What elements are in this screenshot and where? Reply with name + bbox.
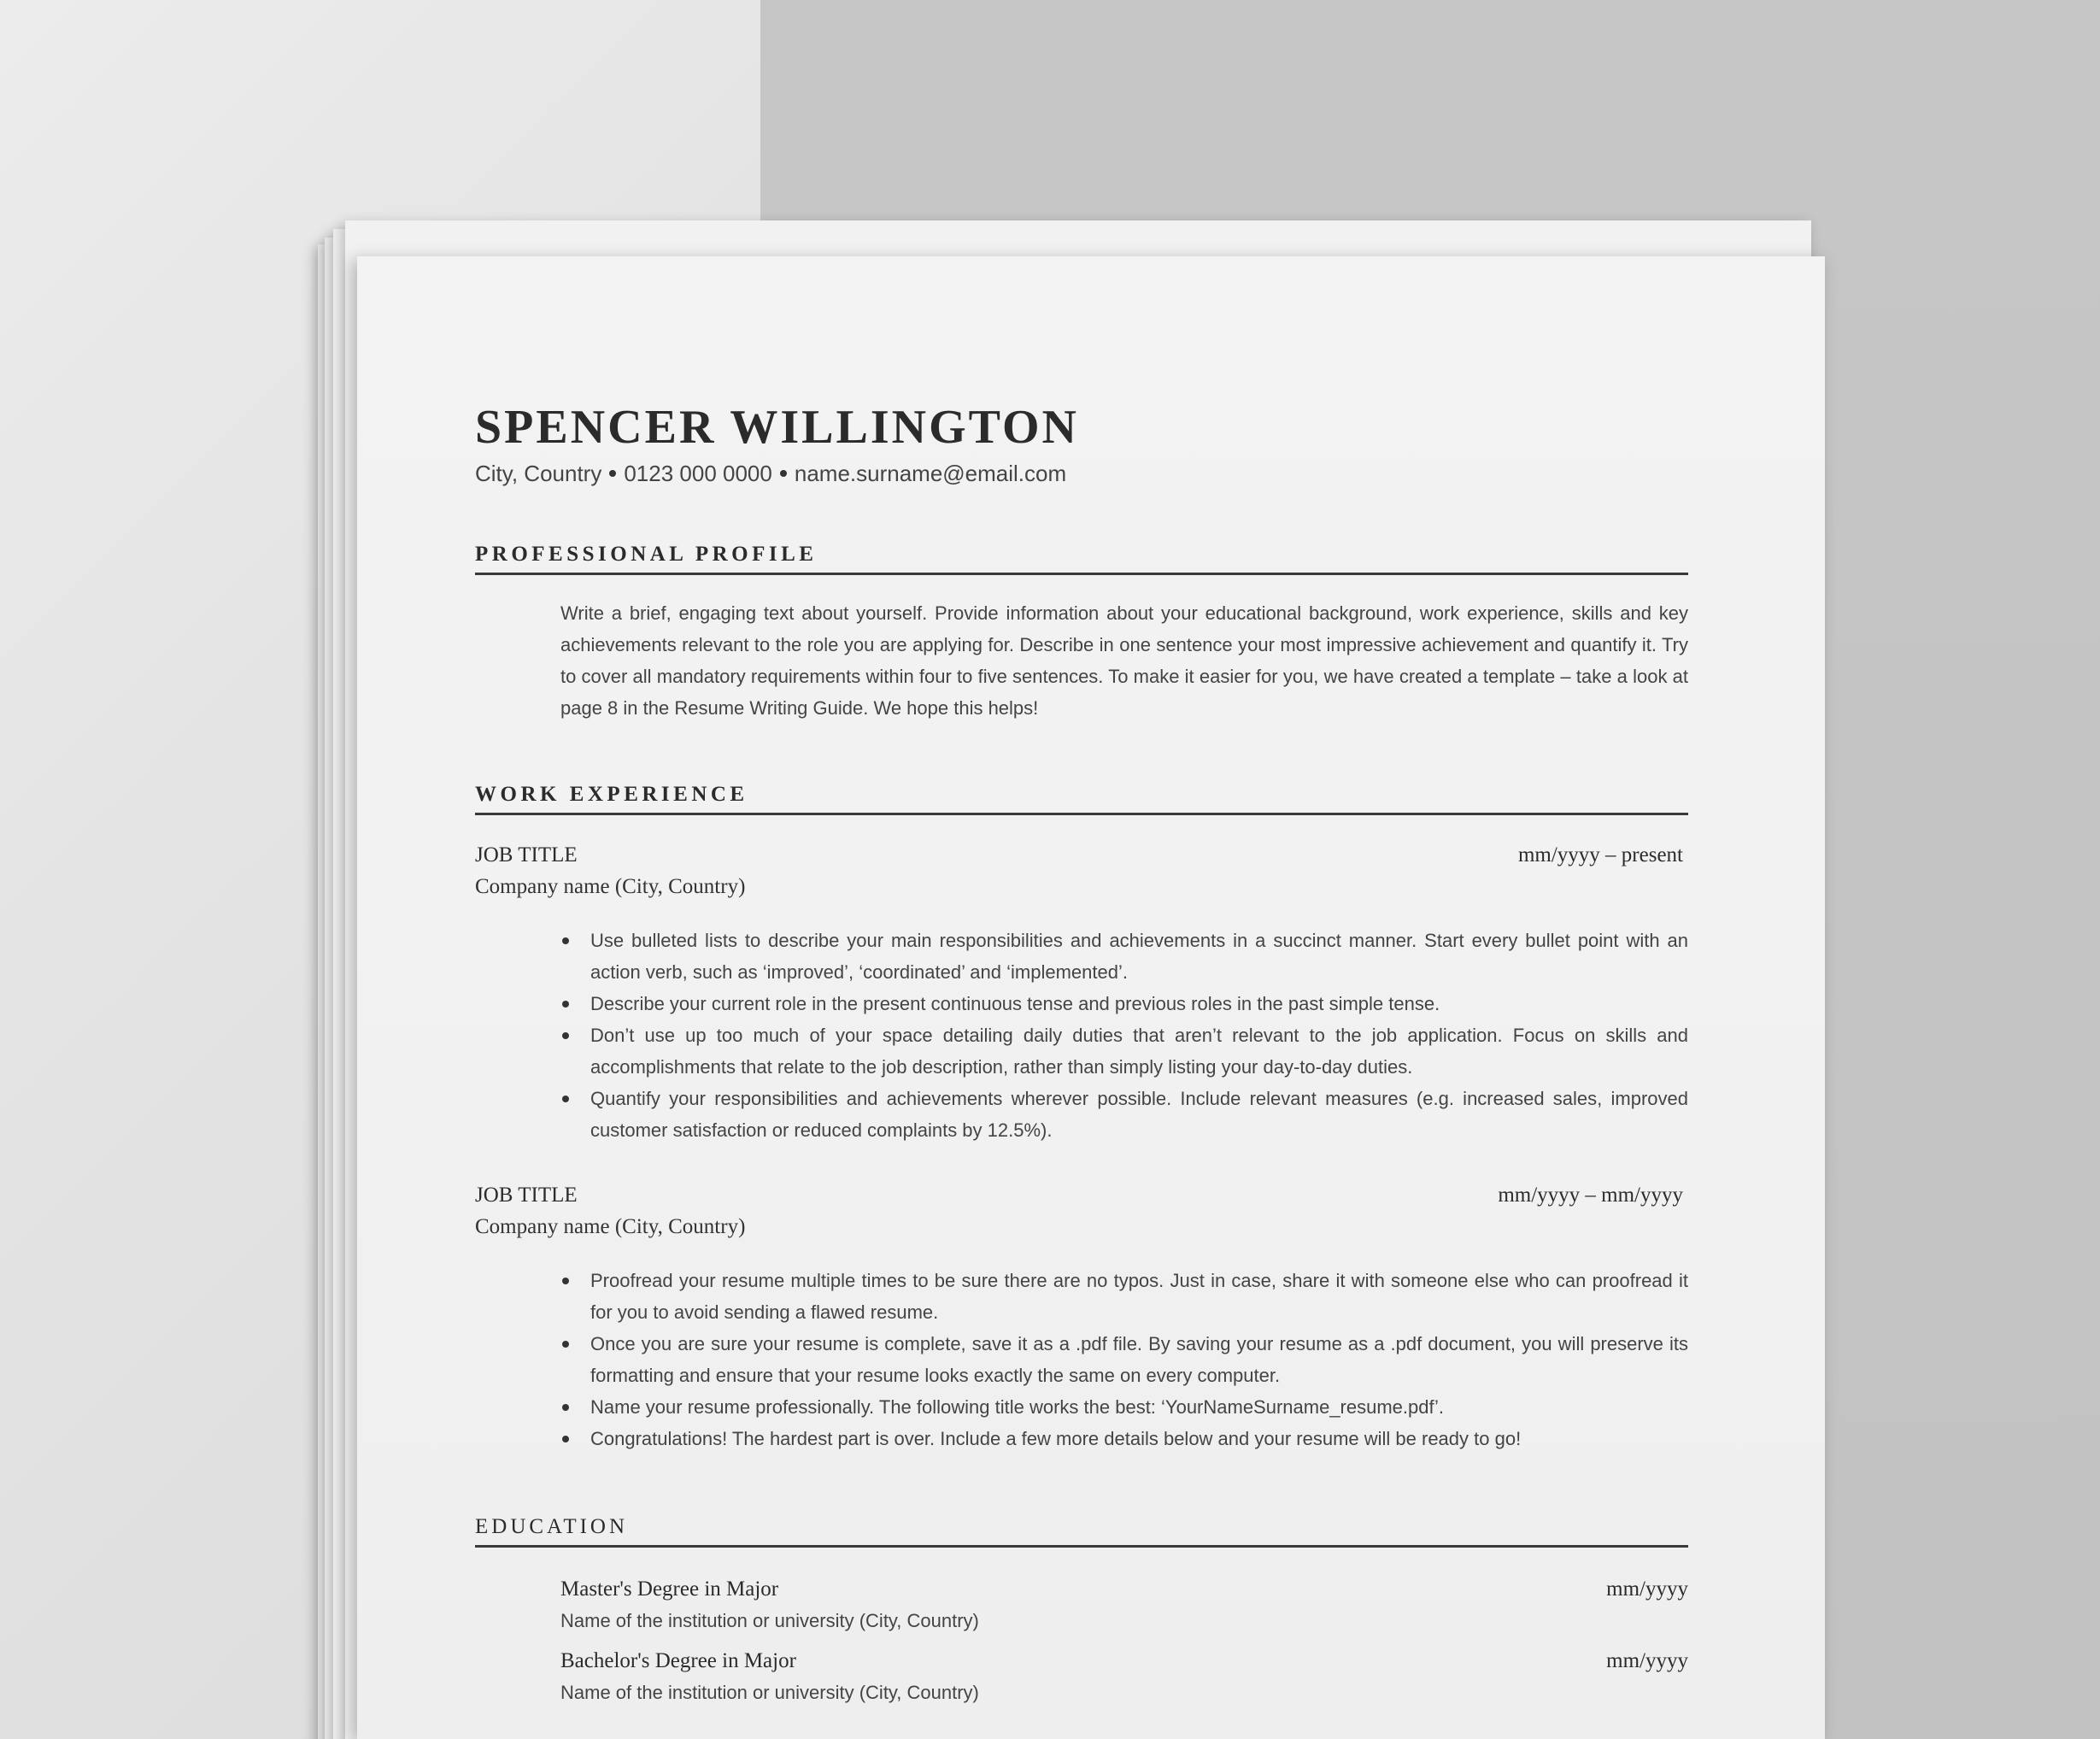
section-title-education: EDUCATION [475, 1514, 1688, 1548]
job-title: JOB TITLE [475, 1184, 578, 1207]
job-company: Company name (City, Country) [475, 1215, 746, 1238]
profile-section [475, 542, 1688, 724]
bullet-item: Proofread your resume multiple times to be sure there are no typos. Just in case, share it with someone else who can proofread it for you to avoid sending a flawed resume. [560, 1265, 1688, 1328]
education-date: mm/yyyy [1606, 1577, 1688, 1601]
bullet-item: Name your resume professionally. The following title works the best: ‘YourNameSurname_resume.pdf’. [560, 1391, 1688, 1423]
contact-location: City, Country [475, 461, 602, 486]
job-bullets [560, 925, 1688, 1146]
job-header [475, 839, 1688, 871]
job-dates: mm/yyyy – present [1517, 843, 1683, 867]
job-title: JOB TITLE [475, 843, 578, 867]
education-date: mm/yyyy [1606, 1649, 1688, 1672]
section-title-experience: WORK EXPERIENCE [475, 782, 1688, 815]
job-company: Company name (City, Country) [475, 875, 746, 898]
job-bullets [560, 1265, 1688, 1454]
education-entry [560, 1645, 1688, 1708]
bullet-item: Describe your current role in the present continuous tense and previous roles in the past simple tense. [560, 988, 1688, 1019]
bullet-item: Quantify your responsibilities and achievements wherever possible. Include relevant measures (e.g. increased sales, improved customer satisfaction or reduced complaints by 12.5%). [560, 1083, 1688, 1146]
job-header [475, 1179, 1688, 1211]
contact-phone: 0123 000 0000 [624, 461, 772, 486]
bullet-item: Don’t use up too much of your space detailing daily duties that aren’t relevant to the job application. Focus on skills and accomplishments that relate to the job description, rather than simply listing your day-to-day duties. [560, 1019, 1688, 1083]
job-entry [475, 1179, 1688, 1454]
education-degree: Bachelor's Degree in Major [560, 1649, 796, 1672]
candidate-name: SPENCER WILLINGTON [475, 401, 1079, 454]
separator-dot-icon [780, 470, 787, 477]
section-title-profile: PROFESSIONAL PROFILE [475, 542, 1688, 575]
separator-dot-icon [609, 470, 616, 477]
bullet-item: Congratulations! The hardest part is over. Include a few more details below and your resume will be ready to go! [560, 1423, 1688, 1454]
education-degree: Master's Degree in Major [560, 1577, 779, 1601]
education-institution: Name of the institution or university (City, Country) [560, 1610, 979, 1631]
experience-section [475, 782, 1688, 1454]
bullet-item: Use bulleted lists to describe your main responsibilities and achievements in a succinct manner. Start every bullet point with an action verb, such as ‘improved’, ‘coordinated’ and ‘implemented’. [560, 925, 1688, 988]
resume-content [475, 402, 1688, 1708]
profile-text: Write a brief, engaging text about yourself. Provide information about your educational background, work experience, skills and key achievements relevant to the role you are applying for. Describe in one sentence your most impressive achievement and quantify it. Try to cover all mandatory requirements within four to five sentences. To make it easier for you, we have created a template – take a look at page 8 in the Resume Writing Guide. We hope this helps! [560, 602, 1688, 719]
education-section [475, 1514, 1688, 1708]
bullet-item: Once you are sure your resume is complete, save it as a .pdf file. By saving your resume as a .pdf document, you will preserve its formatting and ensure that your resume looks exactly the same on every computer. [560, 1328, 1688, 1391]
contact-line [475, 460, 1688, 487]
contact-email: name.surname@email.com [794, 461, 1067, 486]
education-institution: Name of the institution or university (City, Country) [560, 1682, 979, 1703]
education-entry [560, 1573, 1688, 1636]
job-dates: mm/yyyy – mm/yyyy [1498, 1184, 1683, 1207]
job-entry [475, 839, 1688, 1146]
